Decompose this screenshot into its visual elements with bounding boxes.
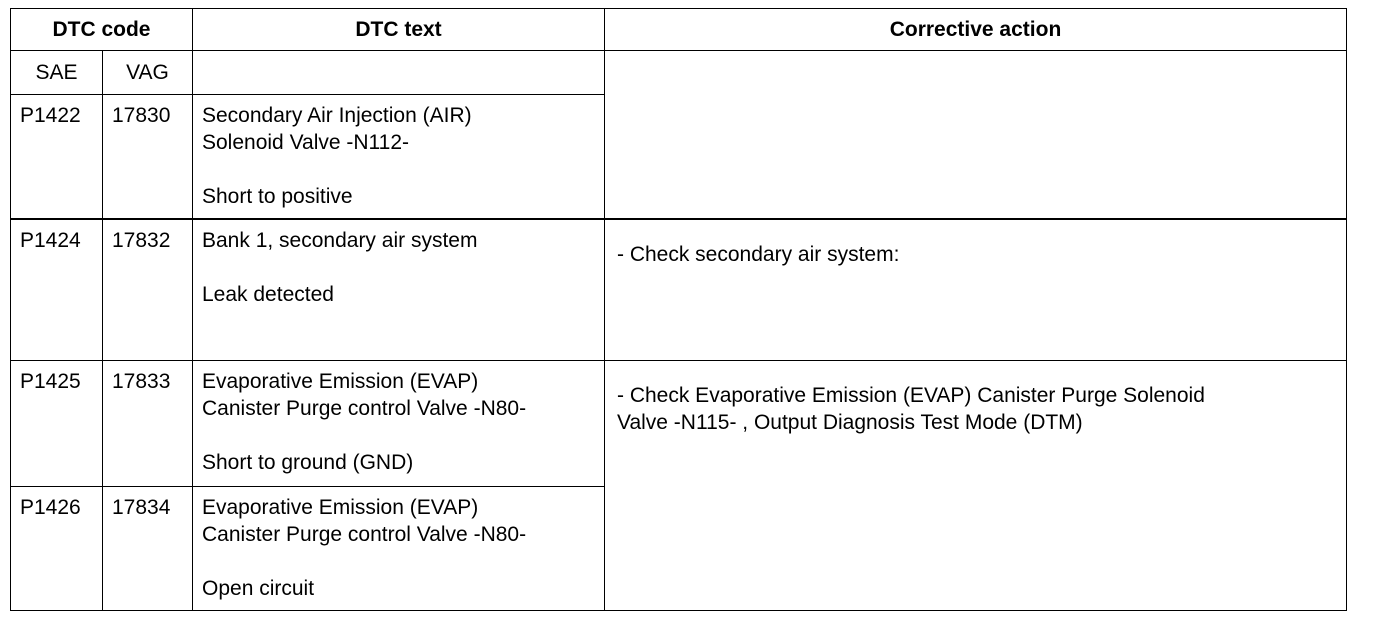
dtc-condition: Short to positive [202,185,353,208]
dtc-condition: Open circuit [202,577,315,600]
table-row [11,219,1347,361]
dtc-text-line: Canister Purge control Valve -N80- [202,523,527,546]
vag-code-cell: 17830 [103,95,193,219]
corrective-action-empty [605,51,1347,219]
dtc-text-line: Evaporative Emission (EVAP) [202,370,479,393]
dtc-condition: Short to ground (GND) [202,451,414,474]
corrective-action-cell [605,219,1347,361]
sae-header: SAE [11,51,103,95]
subheader-row [11,51,1347,95]
vag-code-cell: 17834 [103,487,193,611]
action-text: - Check secondary air system: [617,242,900,266]
dtc-text-subheader-empty [193,51,605,95]
dtc-text-cell [193,487,605,611]
vag-header: VAG [103,51,193,95]
sae-code-cell: P1426 [11,487,103,611]
sae-code-cell: P1422 [11,95,103,219]
dtc-text-cell [193,95,605,219]
action-text: - Check Evaporative Emission (EVAP) Canister Purge Solenoid [617,384,1205,407]
corrective-action-header: Corrective action [605,9,1347,51]
dtc-text-line: Evaporative Emission (EVAP) [202,496,479,519]
dtc-text-line: Bank 1, secondary air system [202,228,478,252]
action-text: Valve -N115- , Output Diagnosis Test Mode (DTM) [617,411,1083,434]
dtc-text-line: Solenoid Valve -N112- [202,131,410,154]
vag-code-cell: 17832 [103,219,193,361]
dtc-text-header: DTC text [193,9,605,51]
sae-code-cell: P1424 [11,219,103,361]
table-row [11,361,1347,487]
dtc-text-line: Secondary Air Injection (AIR) [202,104,472,127]
dtc-text-cell [193,361,605,487]
sae-code-cell: P1425 [11,361,103,487]
dtc-code-header: DTC code [11,9,193,51]
dtc-condition: Leak detected [202,282,334,306]
dtc-text-line: Canister Purge control Valve -N80- [202,397,527,420]
dtc-table [10,8,1347,611]
dtc-text-cell [193,219,605,361]
header-row [11,9,1347,51]
corrective-action-cell [605,361,1347,611]
vag-code-cell: 17833 [103,361,193,487]
